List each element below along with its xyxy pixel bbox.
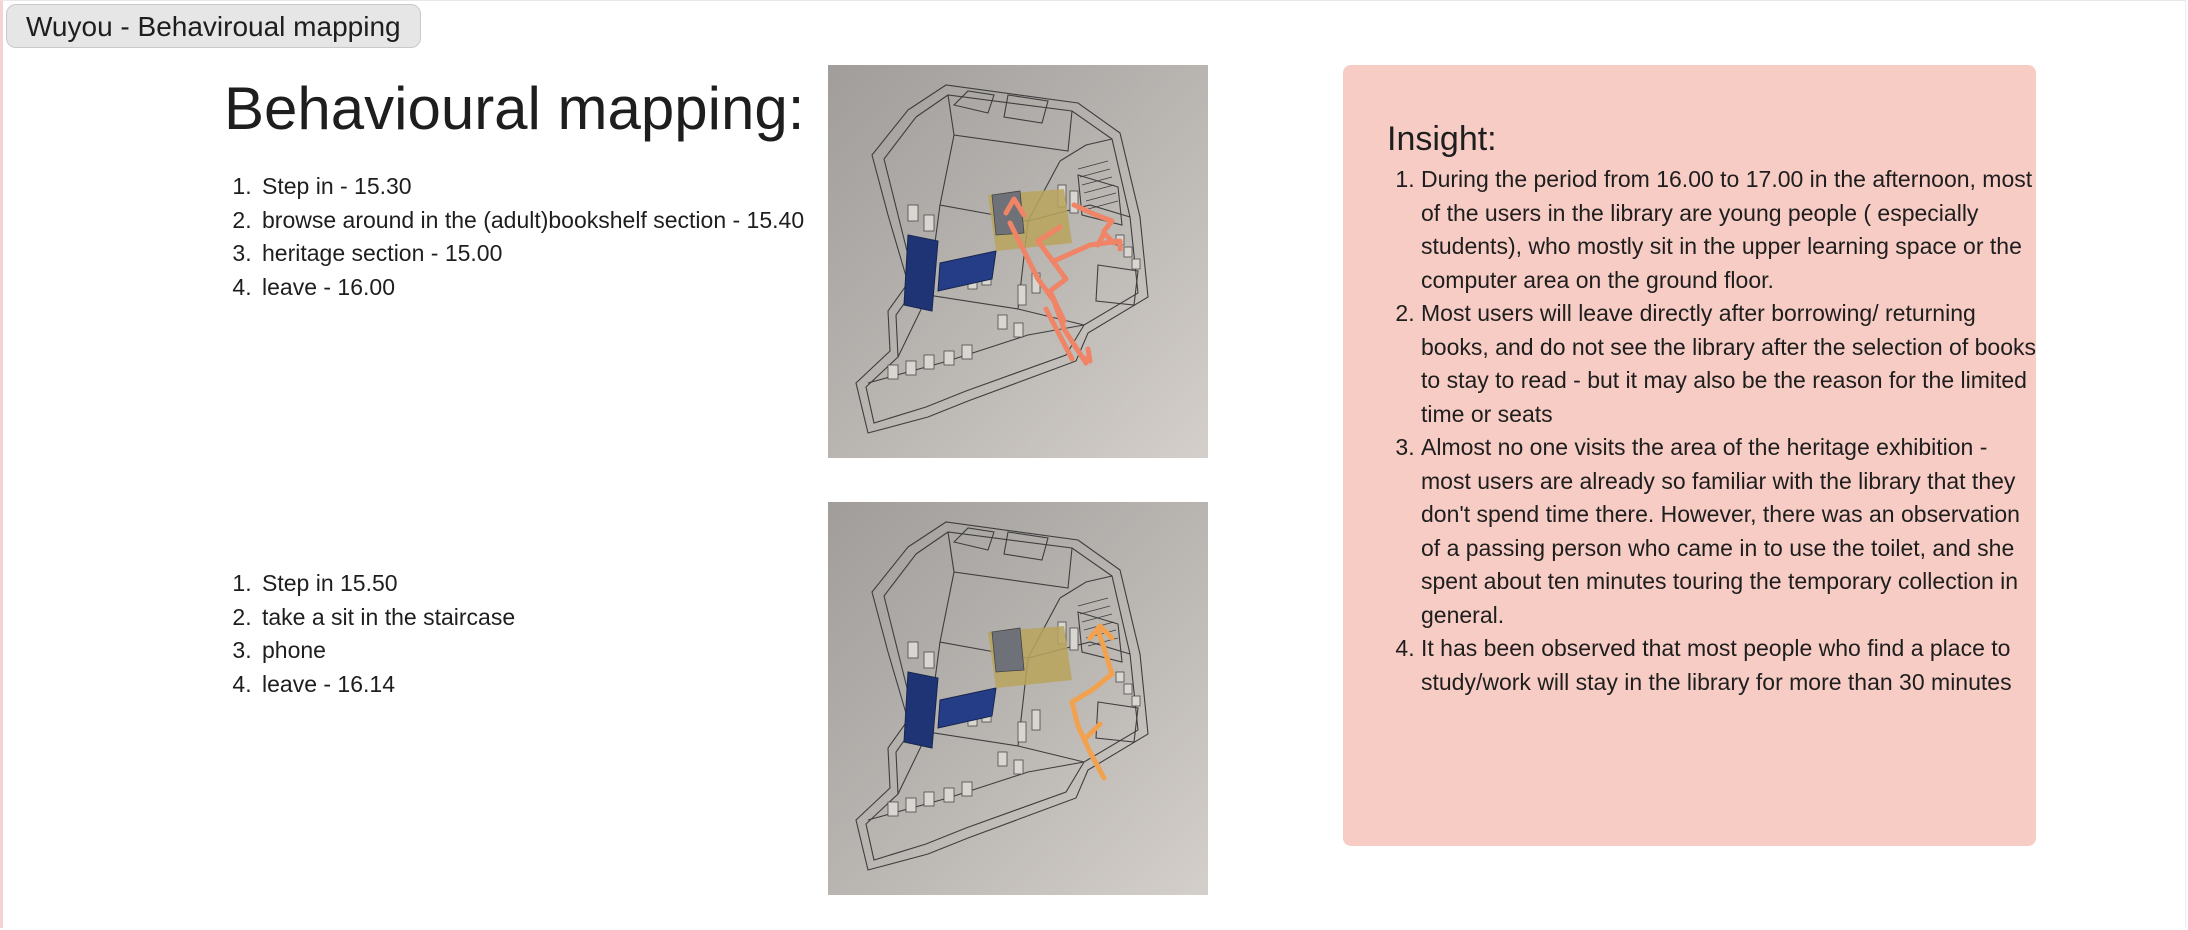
insight-item: 3. Almost no one visits the area of the heritage exhibition - most users are already so familiar with the library that they don't spend time there. However, there was an observation of a passing person who came in to use the toilet, and she spent about ten minutes touring the temporary collection in general.	[1421, 431, 2041, 632]
frame-title-tab[interactable]: Wuyou - Behaviroual mapping	[6, 4, 421, 48]
observation-2-steps	[224, 567, 818, 701]
list-item: 4. leave - 16.14	[258, 668, 818, 702]
floorplan-drawing	[828, 502, 1208, 895]
list-item: 2. browse around in the (adult)bookshelf section - 15.40	[258, 204, 818, 238]
list-item: 3. phone	[258, 634, 818, 668]
list-item: 1. Step in - 15.30	[258, 170, 818, 204]
heritage-area	[904, 672, 938, 748]
insight-list	[1387, 163, 2041, 699]
observation-1-steps	[224, 170, 818, 304]
floorplan-image-route-2[interactable]	[828, 502, 1208, 895]
insight-item: 4. It has been observed that most people who find a place to study/work will stay in the library for more than 30 minutes	[1421, 632, 2041, 699]
insight-item: 2. Most users will leave directly after borrowing/ returning books, and do not see the library after the selection of books to stay to read - but it may also be the reason for the limited time or seats	[1421, 297, 2041, 431]
page-title: Behavioural mapping:	[224, 75, 805, 142]
list-item: 4. leave - 16.00	[258, 271, 818, 305]
list-item: 1. Step in 15.50	[258, 567, 818, 601]
floorplan-image-route-1[interactable]	[828, 65, 1208, 458]
heritage-area	[904, 235, 938, 311]
insight-panel	[1343, 65, 2036, 846]
insight-heading: Insight:	[1387, 120, 1497, 158]
list-item: 2. take a sit in the staircase	[258, 601, 818, 635]
list-item: 3. heritage section - 15.00	[258, 237, 818, 271]
insight-item: 1. During the period from 16.00 to 17.00 in the afternoon, most of the users in the library are young people ( especially students), who mostly sit in the upper learning space or the computer area on the ground floor.	[1421, 163, 2041, 297]
floorplan-drawing	[828, 65, 1208, 458]
